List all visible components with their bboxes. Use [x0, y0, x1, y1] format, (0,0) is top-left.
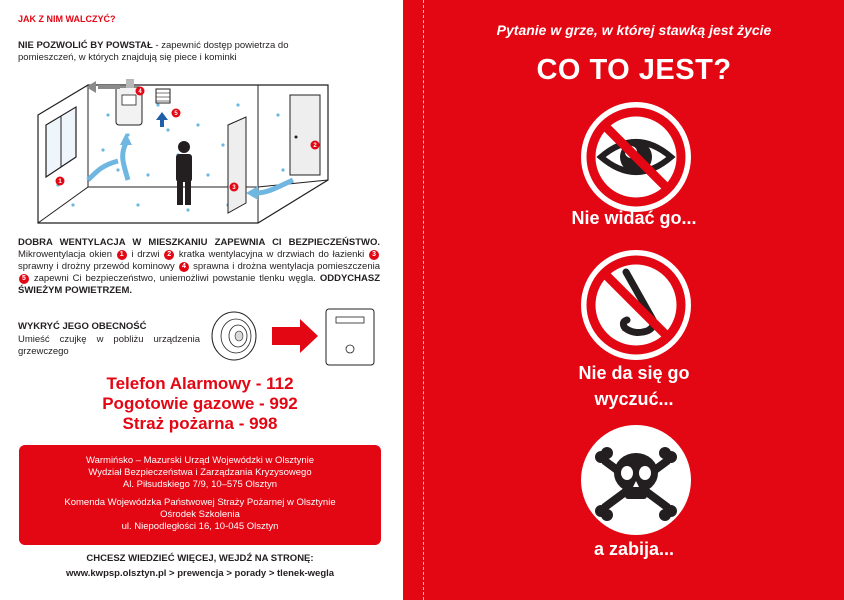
badge-3: 3: [369, 250, 379, 260]
badge-5: 5: [19, 274, 29, 284]
svg-text:4: 4: [138, 89, 142, 95]
detect-text: Umieść czujkę w pobliżu urządzenia grzewczego: [18, 334, 200, 357]
address-line: Ośrodek Szkolenia: [160, 509, 240, 520]
paragraph-ventilation: [18, 237, 380, 297]
ventilation-text-2: i drzwi: [131, 249, 160, 260]
svg-text:1: 1: [58, 179, 62, 185]
co-detector-illustration: [210, 303, 390, 369]
svg-text:2: 2: [313, 143, 317, 149]
left-panel: [0, 0, 400, 600]
crossed-nose-icon: [581, 250, 691, 360]
svg-text:3: 3: [232, 185, 236, 191]
badge-4: 4: [179, 262, 189, 272]
main-title: CO TO JEST?: [536, 54, 732, 86]
address-line: ul. Niepodległości 16, 10-045 Olsztyn: [121, 521, 279, 532]
crossed-eye-icon: [581, 102, 691, 212]
ventilation-text-5: sprawna i drożna wentylacja pomieszczenia: [193, 261, 381, 272]
address-line: Warmińsko – Mazurski Urząd Wojewódzki w Olsztynie: [85, 455, 315, 466]
badge-2: 2: [164, 250, 174, 260]
ventilation-text-3: kratka wentylacyjna w drzwiach do łazienki: [178, 249, 365, 260]
ventilation-text-4: sprawny i drożny przewód kominowy: [18, 261, 175, 272]
emergency-phones: [0, 374, 400, 434]
caption-invisible: Nie widać go...: [571, 208, 697, 228]
more-info-link[interactable]: www.kwpsp.olsztyn.pl > prewencja > porady > tlenek-wegla: [65, 568, 335, 579]
caption-kills: a zabija...: [593, 539, 675, 559]
right-panel: [424, 0, 844, 600]
badge-1: 1: [117, 250, 127, 260]
address-box: [19, 445, 381, 545]
ventilation-text-6: zapewni Ci bezpieczeństwo, uniemożliwi powstanie tlenku węgla.: [33, 273, 316, 284]
phone-line: Telefon Alarmowy - 112: [106, 374, 294, 393]
address-line: Al. Piłsudskiego 7/9, 10–575 Olsztyn: [122, 479, 278, 490]
phone-line: Pogotowie gazowe - 992: [102, 394, 298, 413]
ventilation-lead: DOBRA WENTYLACJA W MIESZKANIU ZAPEWNIA CI BEZPIECZEŃSTWO.: [18, 237, 380, 248]
more-info-title: CHCESZ WIEDZIEĆ WIĘCEJ, WEJDŹ NA STRONĘ:: [86, 553, 314, 564]
section-heading: JAK Z NIM WALCZYĆ?: [18, 14, 116, 24]
address-line: Komenda Wojewódzka Państwowej Straży Pożarnej w Olsztynie: [64, 497, 336, 508]
ventilation-tail: ODDYCHASZ ŚWIEŻYM POWIETRZEM.: [18, 273, 381, 296]
caption-odorless-line: wyczuć...: [594, 389, 674, 409]
caption-odorless-line: Nie da się go: [578, 363, 690, 383]
fold-strip: [403, 0, 424, 600]
address-line: Wydział Bezpieczeństwa i Zarządzania Kryzysowego: [88, 467, 312, 478]
address-group-voivodeship: [19, 455, 381, 491]
skull-crossbones-icon: [581, 425, 691, 535]
prevent-lead: NIE POZWOLIĆ BY POWSTAŁ: [18, 40, 153, 51]
phone-line: Straż pożarna - 998: [122, 414, 278, 433]
paragraph-prevent: [18, 40, 323, 64]
detect-title: WYKRYĆ JEGO OBECNOŚĆ: [18, 321, 147, 332]
prevent-text: - zapewnić dostęp powietrza do pomieszczeń, w których znajdują się piece i kominki: [18, 40, 289, 63]
ventilation-text-1: Mikrowentylacja okien: [18, 249, 112, 260]
subtitle: Pytanie w grze, w której stawką jest życie: [496, 22, 772, 38]
svg-text:5: 5: [174, 111, 178, 117]
caption-odorless: [424, 360, 844, 412]
address-group-fire-service: [19, 497, 381, 533]
ventilation-room-illustration: [28, 75, 368, 233]
